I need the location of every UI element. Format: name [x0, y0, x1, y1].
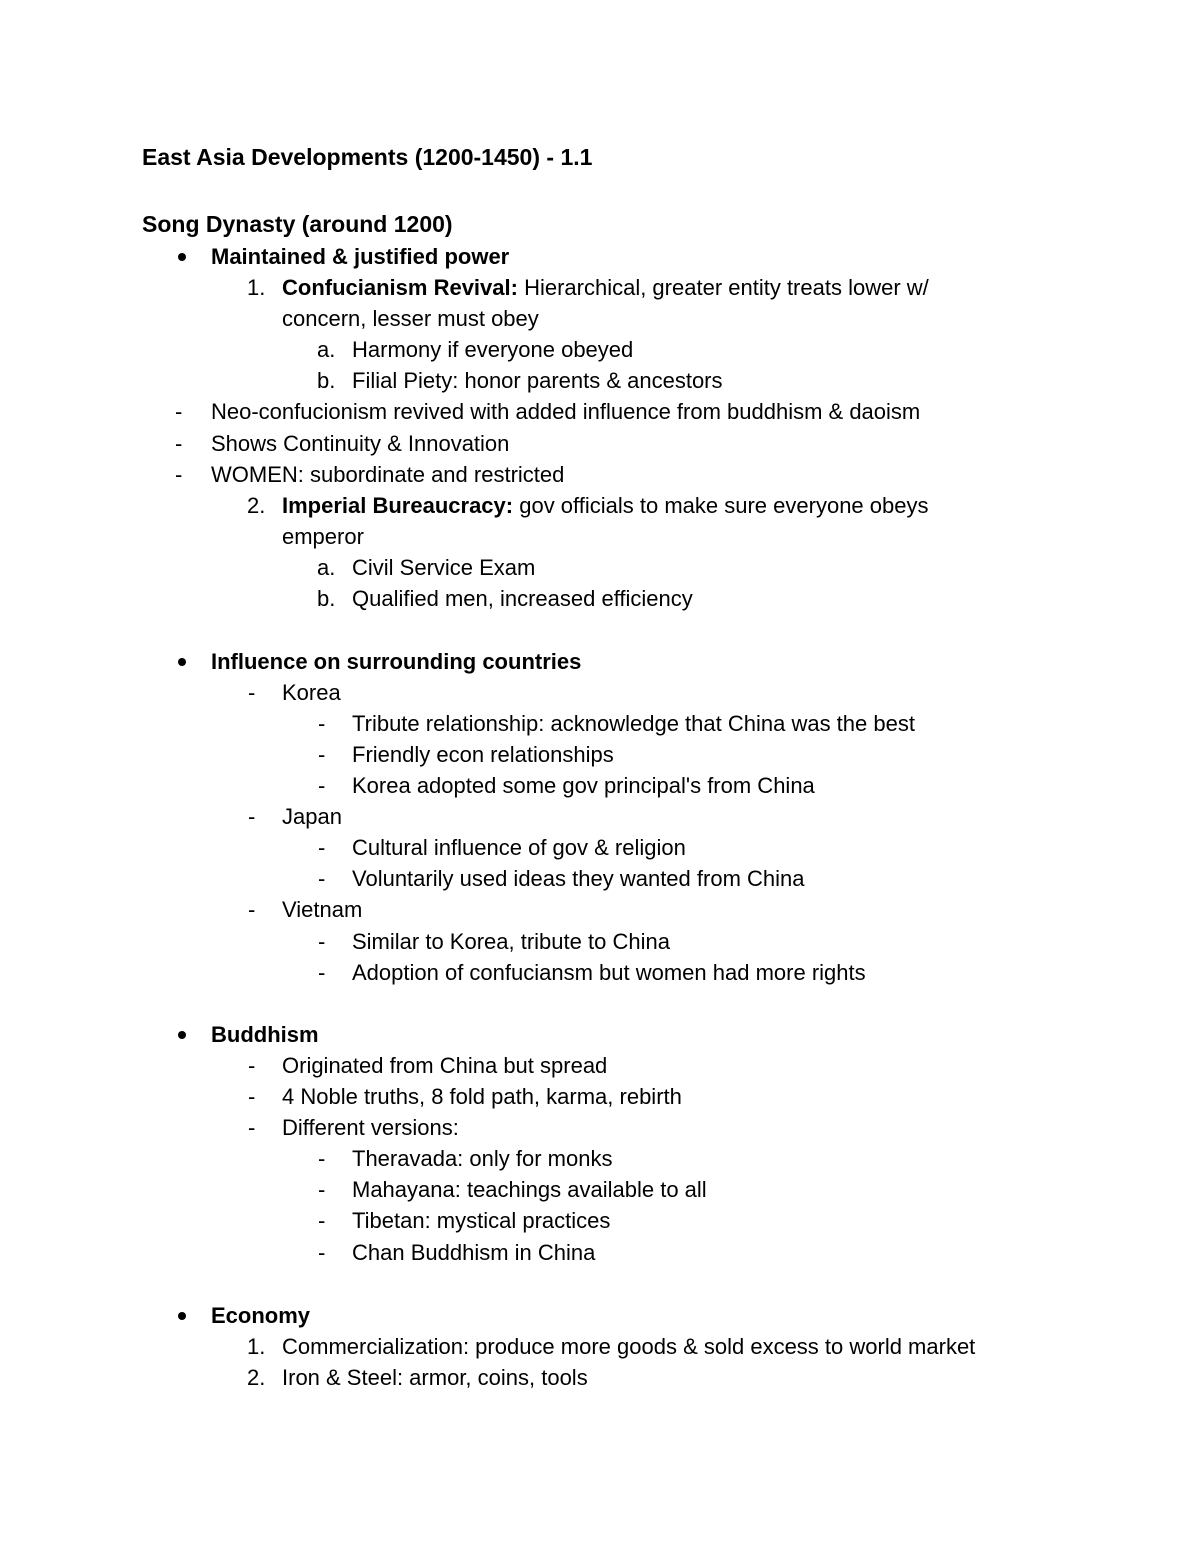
dash-item: Neo-confucionism revived with added influence from buddhism & daoism: [211, 399, 921, 424]
sub-item: Tibetan: mystical practices: [352, 1208, 611, 1233]
sub-item: Voluntarily used ideas they wanted from China: [352, 866, 805, 891]
dash-marker: -: [318, 742, 326, 767]
dash-marker: -: [318, 1177, 326, 1202]
list-letter: b.: [317, 368, 336, 393]
dash-marker: -: [318, 960, 326, 985]
bullet-dot: [178, 1312, 186, 1320]
term-bureaucracy: Imperial Bureaucracy:: [282, 493, 514, 518]
dash-marker: -: [248, 897, 256, 922]
country-vietnam: Vietnam: [282, 897, 363, 922]
list-number: 2.: [247, 493, 266, 518]
sub-item: Cultural influence of gov & religion: [352, 835, 686, 860]
section-heading-song-dynasty: Song Dynasty (around 1200): [142, 211, 453, 237]
definition-bureaucracy: gov officials to make sure everyone obeys: [513, 493, 929, 518]
sub-item: Theravada: only for monks: [352, 1146, 613, 1171]
dash-marker: -: [248, 1084, 256, 1109]
dash-item: WOMEN: subordinate and restricted: [211, 462, 565, 487]
dash-marker: -: [318, 711, 326, 736]
list-number: 1.: [247, 1334, 266, 1359]
dash-marker: -: [318, 866, 326, 891]
dash-marker: -: [318, 835, 326, 860]
list-item-continuation: emperor: [282, 524, 364, 549]
bullet-influence: Influence on surrounding countries: [211, 649, 582, 674]
sub-item: Harmony if everyone obeyed: [352, 337, 634, 362]
list-item-continuation: concern, lesser must obey: [282, 306, 539, 331]
term-confucianism: Confucianism Revival:: [282, 275, 518, 300]
sub-item: Mahayana: teachings available to all: [352, 1177, 707, 1202]
list-number: 1.: [247, 275, 266, 300]
bullet-buddhism: Buddhism: [211, 1022, 319, 1047]
dash-marker: -: [175, 399, 183, 424]
bullet-dot: [178, 658, 186, 666]
bullet-economy: Economy: [211, 1303, 311, 1328]
dash-marker: -: [318, 929, 326, 954]
list-number: 2.: [247, 1365, 266, 1390]
dash-marker: -: [318, 773, 326, 798]
bullet-dot: [178, 253, 186, 261]
sub-item: Friendly econ relationships: [352, 742, 614, 767]
list-letter: b.: [317, 586, 336, 611]
dash-marker: -: [318, 1146, 326, 1171]
dash-item: Different versions:: [282, 1115, 459, 1140]
definition-confucianism: Hierarchical, greater entity treats lower w/: [517, 275, 929, 300]
dash-item: Originated from China but spread: [282, 1053, 608, 1078]
dash-item: Shows Continuity & Innovation: [211, 431, 510, 456]
list-item: Iron & Steel: armor, coins, tools: [282, 1365, 588, 1390]
country-japan: Japan: [282, 804, 342, 829]
sub-item: Civil Service Exam: [352, 555, 536, 580]
dash-marker: -: [248, 1115, 256, 1140]
list-item-confucianism: [282, 275, 929, 301]
dash-marker: -: [318, 1240, 326, 1265]
sub-item: Adoption of confuciansm but women had more rights: [352, 960, 866, 985]
dash-marker: -: [248, 804, 256, 829]
list-item-bureaucracy: [282, 493, 928, 519]
dash-marker: -: [248, 1053, 256, 1078]
sub-item: Korea adopted some gov principal's from China: [352, 773, 815, 798]
sub-item: Similar to Korea, tribute to China: [352, 929, 670, 954]
sub-item: Tribute relationship: acknowledge that China was the best: [352, 711, 915, 736]
bullet-dot: [178, 1031, 186, 1039]
dash-marker: -: [318, 1208, 326, 1233]
dash-marker: -: [248, 680, 256, 705]
dash-marker: -: [175, 431, 183, 456]
list-letter: a.: [317, 337, 336, 362]
sub-item: Filial Piety: honor parents & ancestors: [352, 368, 723, 393]
sub-item: Chan Buddhism in China: [352, 1240, 596, 1265]
dash-marker: -: [175, 462, 183, 487]
dash-item: 4 Noble truths, 8 fold path, karma, rebirth: [282, 1084, 682, 1109]
list-item: Commercialization: produce more goods & sold excess to world market: [282, 1334, 976, 1359]
document-title: East Asia Developments (1200-1450) - 1.1: [142, 144, 593, 170]
list-letter: a.: [317, 555, 336, 580]
bullet-maintained-power: Maintained & justified power: [211, 244, 510, 269]
country-korea: Korea: [282, 680, 341, 705]
sub-item: Qualified men, increased efficiency: [352, 586, 693, 611]
